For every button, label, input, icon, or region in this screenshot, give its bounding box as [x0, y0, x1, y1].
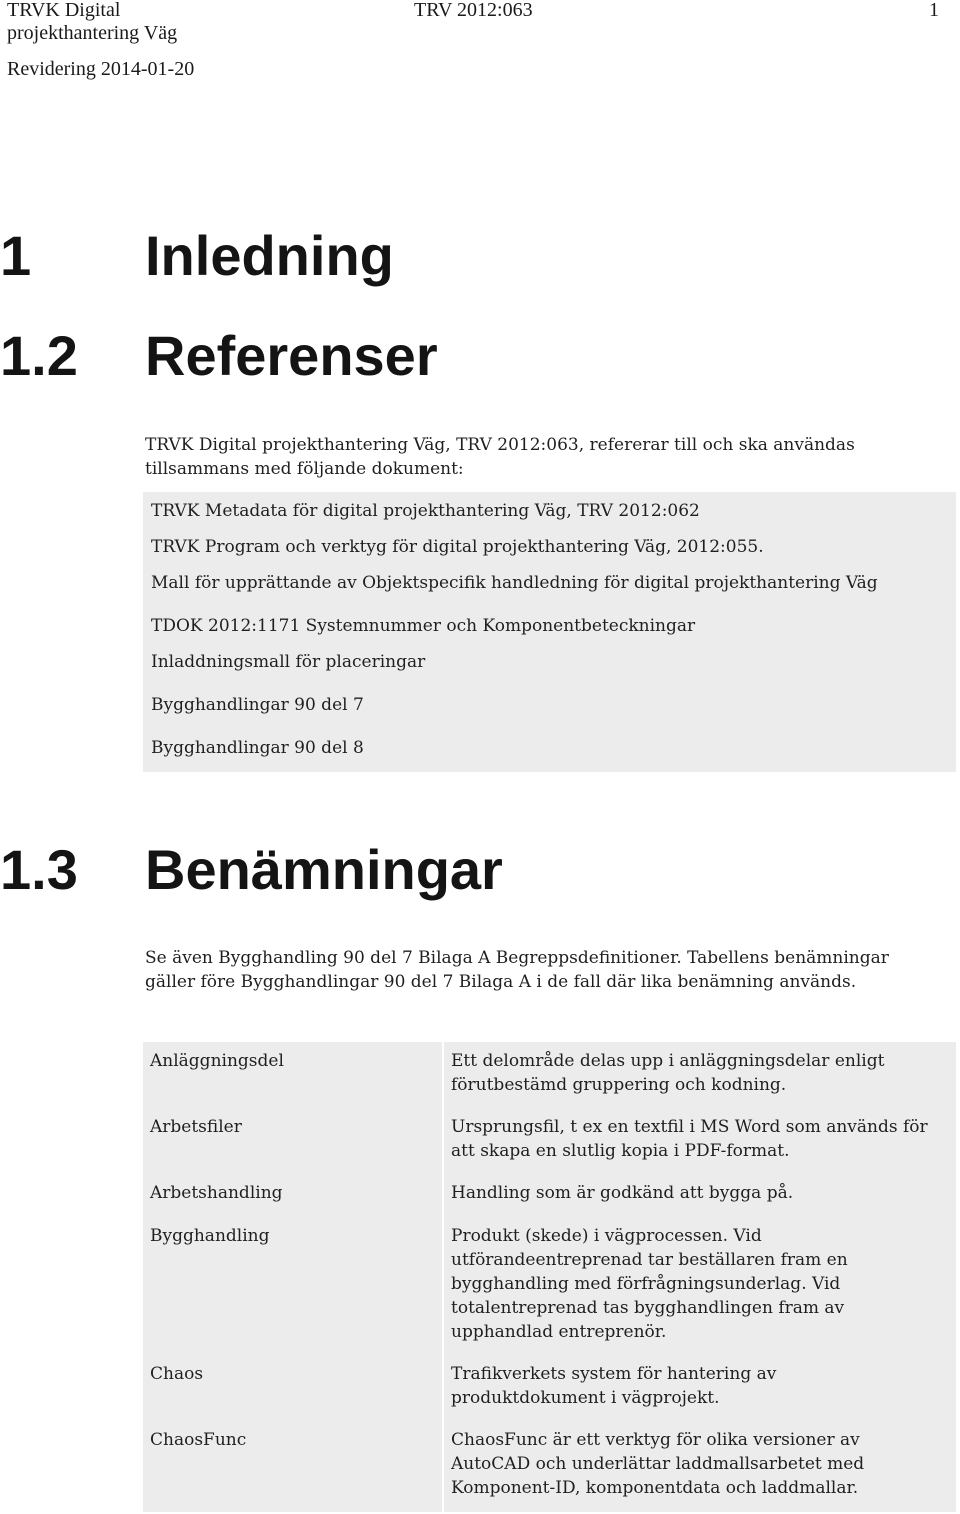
references-intro-line2: tillsammans med följande dokument: — [145, 459, 464, 479]
heading-title: Inledning — [145, 224, 394, 287]
table-row-term: Bygghandling — [150, 1226, 270, 1246]
header-doc-title-line2: projekthantering Väg — [7, 22, 178, 44]
table-row-definition: Ett delområde delas upp i anläggningsdelar enligt förutbestämd gruppering och kodning. — [451, 1051, 885, 1095]
table-row-term: Anläggningsdel — [150, 1051, 284, 1071]
reference-item: Bygghandlingar 90 del 7 — [151, 695, 364, 715]
heading-title: Referenser — [145, 324, 438, 387]
table-row-term: Arbetsfiler — [150, 1117, 242, 1137]
table-row-definition: Produkt (skede) i vägprocessen. Vid utförandeentreprenad tar beställaren fram en bygghandling med förfrågningsunderlag. Vid totalentreprenad tas bygghandlingen fram av upphandlad entreprenör. — [451, 1226, 848, 1342]
reference-item: Bygghandlingar 90 del 8 — [151, 738, 364, 758]
header-doc-title-line1: TRVK Digital — [7, 0, 121, 21]
heading-number: 1.3 — [0, 838, 78, 901]
heading-number: 1 — [0, 224, 32, 287]
header-revision: Revidering 2014-01-20 — [7, 58, 195, 80]
reference-item: TRVK Program och verktyg för digital projekthantering Väg, 2012:055. — [151, 537, 764, 557]
table-row-definition: Trafikverkets system för hantering av produktdokument i vägprojekt. — [451, 1364, 777, 1408]
header-doc-number: TRV 2012:063 — [414, 0, 533, 21]
heading-number: 1.2 — [0, 324, 78, 387]
reference-item: TRVK Metadata för digital projekthantering Väg, TRV 2012:062 — [151, 501, 700, 521]
reference-item: TDOK 2012:1171 Systemnummer och Komponentbeteckningar — [151, 616, 696, 636]
header-page-number: 1 — [929, 0, 939, 21]
table-row-term: Chaos — [150, 1364, 204, 1384]
reference-item: Mall för upprättande av Objektspecifik handledning för digital projekthantering Väg — [151, 573, 878, 593]
table-row-term: Arbetshandling — [150, 1183, 283, 1203]
references-intro-line1: TRVK Digital projekthantering Väg, TRV 2012:063, refererar till och ska användas — [145, 435, 855, 455]
table-row-definition: Handling som är godkänd att bygga på. — [451, 1183, 794, 1203]
reference-item: Inladdningsmall för placeringar — [151, 652, 426, 672]
table-row-term: ChaosFunc — [150, 1430, 247, 1450]
terms-intro-line2: gäller före Bygghandlingar 90 del 7 Bilaga A i de fall där lika benämning används. — [145, 972, 857, 992]
table-row-definition: ChaosFunc är ett verktyg för olika versioner av AutoCAD och underlättar laddmallsarbetet med Komponent-ID, komponentdata och laddmallar. — [451, 1430, 865, 1498]
terms-intro-line1: Se även Bygghandling 90 del 7 Bilaga A Begreppsdefinitioner. Tabellens benämningar — [145, 948, 889, 968]
terms-table-column-divider — [442, 1042, 444, 1512]
table-row-definition: Ursprungsfil, t ex en textfil i MS Word som används för att skapa en slutlig kopia i PDF-format. — [451, 1117, 928, 1161]
heading-title: Benämningar — [145, 838, 503, 901]
